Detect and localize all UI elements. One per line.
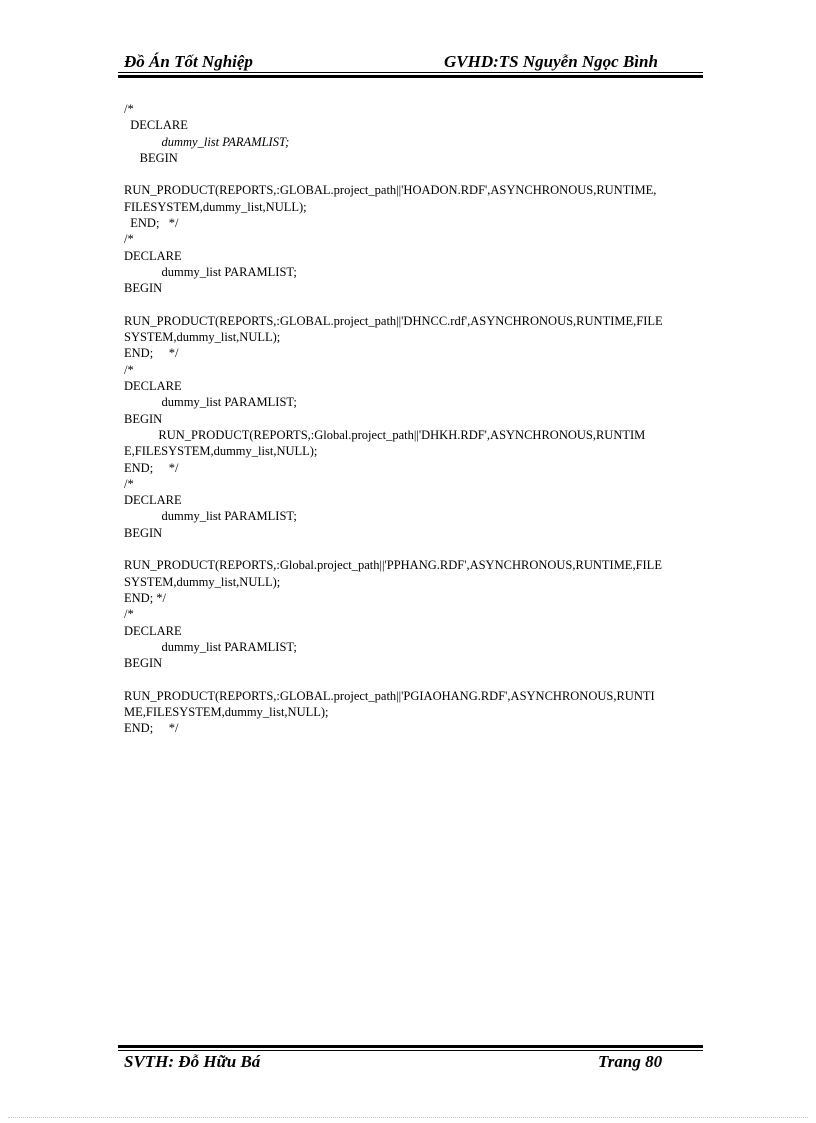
code-line — [124, 541, 704, 557]
footer-rule-thick — [118, 1045, 703, 1048]
code-line: END; */ — [124, 590, 167, 605]
code-line: /* — [124, 476, 134, 491]
code-line: SYSTEM,dummy_list,NULL); — [124, 574, 281, 589]
header-rule-thick — [118, 75, 703, 78]
code-line: SYSTEM,dummy_list,NULL); — [124, 330, 281, 345]
code-line: BEGIN — [124, 656, 163, 671]
code-line: FILESYSTEM,dummy_list,NULL); — [124, 199, 307, 214]
code-line: dummy_list PARAMLIST; — [124, 264, 297, 279]
code-line: RUN_PRODUCT(REPORTS,:Global.project_path||'PPHANG.RDF',ASYNCHRONOUS,RUNTIME,FILE — [124, 558, 662, 573]
page-bottom-border — [8, 1117, 808, 1118]
code-line: dummy_list PARAMLIST; — [124, 509, 297, 524]
code-line: /* — [124, 232, 134, 247]
code-line: DECLARE — [124, 623, 182, 638]
code-line: BEGIN — [124, 411, 163, 426]
footer-page-number: Trang 80 — [598, 1052, 663, 1071]
code-line: dummy_list PARAMLIST; — [124, 134, 290, 149]
code-line — [124, 166, 704, 182]
code-line — [124, 671, 704, 687]
code-line: /* — [124, 362, 134, 377]
code-line: RUN_PRODUCT(REPORTS,:Global.project_path||'DHKH.RDF',ASYNCHRONOUS,RUNTIM — [124, 427, 646, 442]
header-rule-thin — [118, 72, 703, 73]
code-line: BEGIN — [124, 281, 163, 296]
header-thesis-title: Đồ Án Tốt Nghiệp — [124, 52, 253, 71]
code-line: ME,FILESYSTEM,dummy_list,NULL); — [124, 704, 329, 719]
code-line: /* — [124, 102, 134, 116]
code-line: RUN_PRODUCT(REPORTS,:GLOBAL.project_path||'PGIAOHANG.RDF',ASYNCHRONOUS,RUNTI — [124, 688, 655, 703]
code-listing — [124, 101, 704, 737]
code-line: DECLARE — [124, 118, 188, 133]
code-line: END; */ — [124, 346, 179, 361]
code-line: END; */ — [124, 216, 179, 231]
code-line: DECLARE — [124, 379, 182, 394]
code-line: DECLARE — [124, 493, 182, 508]
footer-rule-thin — [118, 1050, 703, 1051]
code-line: RUN_PRODUCT(REPORTS,:GLOBAL.project_path||'HOADON.RDF',ASYNCHRONOUS,RUNTIME, — [124, 183, 657, 198]
code-line: dummy_list PARAMLIST; — [124, 639, 297, 654]
code-line: BEGIN — [124, 525, 163, 540]
code-line: /* — [124, 607, 134, 622]
footer-student: SVTH: Đỗ Hữu Bá — [124, 1052, 261, 1071]
code-line: END; */ — [124, 460, 179, 475]
code-line: E,FILESYSTEM,dummy_list,NULL); — [124, 444, 318, 459]
code-line: DECLARE — [124, 248, 182, 263]
code-line — [124, 297, 704, 313]
code-line: BEGIN — [124, 150, 178, 165]
code-line: dummy_list PARAMLIST; — [124, 395, 297, 410]
header-advisor: GVHD:TS Nguyễn Ngọc Bình — [444, 52, 658, 71]
code-line: END; */ — [124, 721, 179, 736]
code-line: RUN_PRODUCT(REPORTS,:GLOBAL.project_path||'DHNCC.rdf',ASYNCHRONOUS,RUNTIME,FILE — [124, 313, 663, 328]
